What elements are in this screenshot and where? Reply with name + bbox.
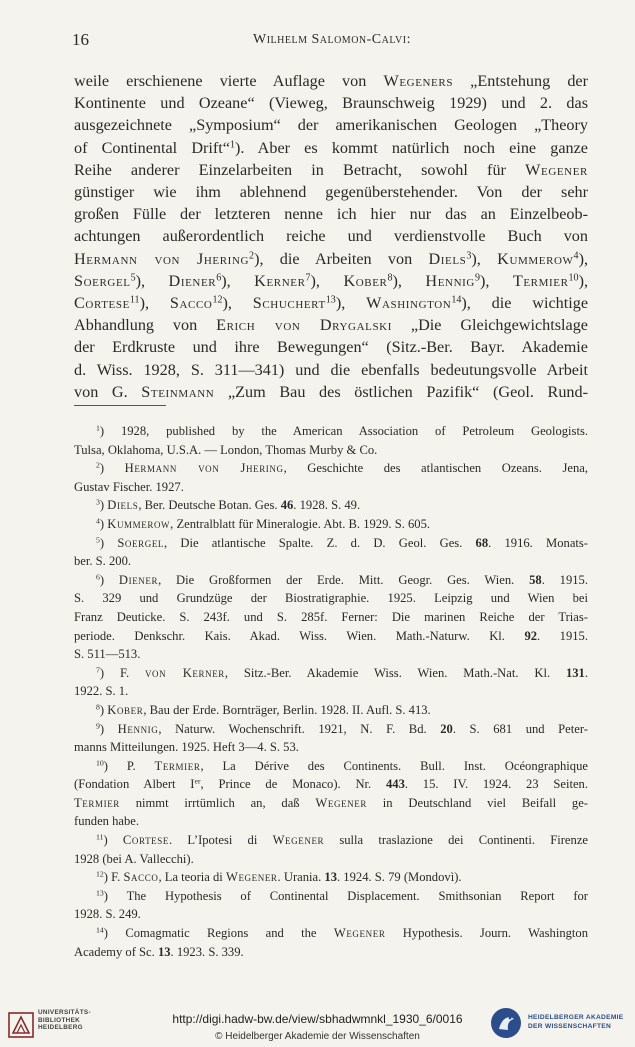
author-name: Kummerow: [107, 516, 171, 531]
footnote-line: [74, 850, 588, 869]
page-number: 16: [72, 30, 89, 49]
text-run: ) P.: [103, 758, 155, 773]
text-run: , Zentralblatt für Mineralogie. Abt. B. 1929. S. 605.: [170, 516, 431, 531]
body-line: [74, 336, 588, 358]
running-head: Wilhelm Salomon-Calvi:: [252, 32, 411, 47]
author-name: von Kerner: [144, 665, 225, 680]
text-run: ),: [578, 249, 588, 268]
text-run: , Naturw. Wochenschrift. 1921, N. F. Bd.: [158, 721, 441, 736]
author-name: Schuchert: [252, 294, 326, 313]
text-run: ), die Arbeiten von: [254, 249, 429, 268]
volume-number: 13: [157, 944, 171, 959]
author-name: Soergel: [117, 535, 165, 550]
text-run: , Prince de Monaco). Nr.: [200, 777, 386, 792]
text-run: ) 1928, published by the American Association of Petroleum Geologists.: [99, 424, 588, 438]
body-line: [74, 314, 588, 336]
author-name: Kummerow: [497, 249, 574, 268]
text-run: großen Fülle der letzteren nenne ich hier nur das an Einzelbeob-: [74, 205, 588, 224]
text-run: 1928 (bei A. Vallecchi).: [74, 851, 194, 866]
author-name: Washington: [366, 294, 452, 313]
footnote: [74, 515, 588, 534]
text-run: nimmt irrtümlich an, daß: [119, 795, 316, 810]
text-run: , Geschichte des atlantischen Ozeans. Jena,: [283, 461, 588, 476]
text-run: ),: [221, 271, 255, 290]
author-name: Diels: [107, 498, 139, 513]
body-line: [74, 70, 588, 92]
footnote-line: [74, 701, 588, 720]
text-run: . S. 681 und Peter-: [452, 721, 588, 736]
footnote-marker: 11: [129, 294, 140, 306]
text-run: 1922. S. 1.: [74, 684, 129, 699]
volume-number: 46: [280, 498, 294, 513]
text-run: in Deutschland viel Beifall ge-: [366, 795, 588, 810]
body-line: [74, 248, 588, 270]
footnote-marker: 2: [96, 460, 100, 470]
text-run: .: [584, 665, 588, 680]
text-run: ),: [335, 294, 367, 313]
footnote-marker: 10: [568, 272, 579, 284]
author-name: Hennig: [117, 721, 159, 736]
text-run: ),: [139, 294, 170, 313]
text-run: ): [99, 702, 108, 717]
volume-number: 131: [565, 665, 585, 680]
text-run: Reihe anderer Einzelarbeiten in Betracht, sowohl für: [74, 160, 526, 179]
footnote-marker: 2: [249, 250, 255, 262]
author-name: Soergel: [74, 271, 131, 290]
footnote-marker: 1: [229, 139, 235, 151]
author-name: Termier: [512, 271, 569, 290]
footnote-marker: 14: [96, 925, 104, 935]
text-run: ): [103, 833, 123, 848]
footnote: [74, 534, 588, 571]
footnote-rule: [74, 405, 166, 406]
footnote-line: [74, 664, 588, 683]
text-run: weile erschienene vierte Auflage von: [74, 72, 384, 90]
author-name: Sacco: [169, 294, 213, 313]
footnote-marker: 6: [216, 272, 222, 284]
text-run: S. 511—513.: [74, 647, 141, 662]
text-run: , Ber. Deutsche Botan. Ges.: [138, 498, 281, 513]
author-name: Hermann von Jhering: [124, 461, 284, 476]
footnotes: [74, 422, 588, 961]
text-run: ausgezeichnete „Symposium“ der amerikanischen Geologen „Theory: [74, 116, 588, 135]
footnote-line: [74, 627, 588, 646]
page-header: [72, 30, 592, 50]
text-run: . Urania.: [277, 870, 325, 885]
volume-number: 443: [385, 777, 405, 792]
footnote-marker: 9: [96, 721, 100, 731]
university-library-name: UNIVERSITÄTS- BIBLIOTHEK HEIDELBERG: [38, 1009, 91, 1032]
text-run: sulla traslazione dei Continenti. Firenze: [324, 833, 588, 848]
body-line: [74, 203, 588, 225]
text-run: ): [99, 535, 118, 550]
footnote-marker: 10: [96, 758, 104, 768]
author-name: Cortese: [74, 294, 130, 313]
footnote-line: [74, 645, 588, 664]
footnote-line: [74, 775, 588, 794]
footnote-line: [74, 589, 588, 608]
text-run: „Entstehung der: [453, 72, 588, 90]
footnote-line: [74, 720, 588, 739]
body-line: [74, 159, 588, 181]
footnote: [74, 496, 588, 515]
footnote: [74, 459, 588, 496]
volume-number: 58: [529, 572, 542, 587]
text-run: . 1916. Monats-: [488, 535, 589, 550]
footnote-line: [74, 924, 588, 943]
footnote-line: [74, 887, 588, 906]
author-name: Steinmann: [141, 382, 215, 401]
author-name: Termier: [74, 795, 120, 810]
footnote: [74, 887, 588, 924]
footnote-line: [74, 552, 588, 571]
author-name: Sacco: [123, 870, 159, 885]
footnote-marker: 12: [212, 294, 223, 306]
footnote: [74, 571, 588, 664]
text-run: . L’Ipotesi di: [168, 833, 273, 848]
text-run: „Zum Bau des östlichen Pazifik“ (Geol. Rund-: [214, 382, 588, 401]
text-run: 1928. S. 249.: [74, 907, 141, 922]
text-run: ) F.: [103, 870, 124, 885]
author-name: Diener: [168, 271, 217, 290]
text-run: , La teoria di: [158, 870, 226, 885]
footnote: [74, 701, 588, 720]
text-run: of Continental Drift“: [74, 138, 230, 157]
footnote-marker: 14: [451, 294, 462, 306]
text-run: günstiger wie ihm ablehnend gegenüberstehender. Von der sehr: [74, 183, 588, 202]
footnote-line: [74, 757, 588, 776]
academy-logo-icon: [490, 1007, 522, 1039]
footnote-line: [74, 459, 588, 478]
text-run: . 1923. S. 339.: [170, 944, 244, 959]
footnote-marker: 9: [474, 272, 480, 284]
text-run: Kontinente und Ozeane“ (Vieweg, Braunschweig 1929) und 2. das: [74, 94, 588, 113]
text-run: ),: [479, 271, 513, 290]
text-run: ),: [578, 271, 588, 290]
footnote-marker: 6: [96, 572, 100, 582]
footnote: [74, 868, 588, 887]
body-line: [74, 292, 588, 314]
text-run: ),: [392, 271, 426, 290]
text-run: periode. Denkschr. Kais. Akad. Wiss. Wien. Math.-Naturw. Kl.: [74, 628, 525, 643]
text-run: ): [99, 516, 108, 531]
footnote: [74, 924, 588, 961]
footnote: [74, 831, 588, 868]
text-run: Hypothesis. Journ. Washington: [385, 926, 588, 941]
author-name: Kober: [343, 271, 388, 290]
text-run: ),: [471, 249, 498, 268]
footnote-line: [74, 441, 588, 460]
author-name: Cortese: [122, 833, 169, 848]
body-line: [74, 381, 588, 403]
text-run: , La Dérive des Continents. Bull. Inst. Océongraphique: [200, 758, 588, 773]
text-run: „Die Gleichgewichtslage: [392, 316, 588, 335]
text-run: achtungen außerordentlich reiche und verdienstvolle Buch von: [74, 227, 588, 246]
source-url-link[interactable]: http://digi.hadw-bw.de/view/sbhadwmnkl_1930_6/0016: [172, 1012, 463, 1026]
text-run: S. 329 und Grundzüge der Biostratigraphie. 1925. Leipzig und Wien bei: [74, 591, 588, 606]
author-name: Kerner: [254, 271, 306, 290]
text-run: ),: [310, 271, 344, 290]
text-run: ), die wichtige: [461, 294, 589, 313]
body-line: [74, 270, 588, 292]
text-run: ) Comagmatic Regions and the: [103, 926, 334, 941]
text-run: . 1928. S. 49.: [293, 498, 361, 513]
text-run: ber. S. 200.: [74, 554, 132, 569]
text-run: Tulsa, Oklahoma, U.S.A. — London, Thomas Murby & Co.: [74, 442, 378, 457]
footnote-marker: 8: [96, 702, 100, 712]
text-run: , Bau der Erde. Bornträger, Berlin. 1928. II. Aufl. S. 413.: [143, 702, 431, 717]
footnote-line: [74, 534, 588, 553]
text-run: ): [99, 721, 118, 736]
body-line: [74, 359, 588, 381]
footnote-marker: 7: [305, 272, 311, 284]
body-line: [74, 225, 588, 247]
footnote-marker: 11: [96, 832, 104, 842]
footnote: [74, 664, 588, 701]
footnote-line: [74, 515, 588, 534]
footer: [0, 997, 635, 1047]
footnote-marker: 3: [466, 250, 472, 262]
text-run: Gustav Fischer. 1927.: [74, 479, 184, 494]
text-run: manns Mitteilungen. 1925. Heft 3—4. S. 53.: [74, 740, 299, 755]
footnote-line: [74, 478, 588, 497]
footnote-line: [74, 608, 588, 627]
footnote: [74, 422, 588, 459]
author-name: Wegener: [525, 160, 588, 179]
footnote-marker: 12: [96, 869, 104, 879]
author-name: Erich von Drygalski: [216, 316, 392, 335]
volume-number: 13: [324, 870, 337, 885]
text-run: . 15. IV. 1924. 23 Seiten.: [404, 777, 588, 792]
author-name: Wegener: [272, 833, 325, 848]
footnote-marker: 1: [96, 423, 100, 433]
academy-name: HEIDELBERGER AKADEMIE DER WISSENSCHAFTEN: [528, 1014, 624, 1030]
body-line: [74, 137, 588, 159]
footnote-marker: 8: [387, 272, 393, 284]
author-name: Wegener: [225, 870, 278, 885]
text-run: von G.: [74, 382, 142, 401]
footnote-marker: er: [194, 777, 201, 786]
volume-number: 68: [475, 535, 489, 550]
author-name: Termier: [154, 758, 201, 773]
footnote-marker: 7: [96, 665, 100, 675]
footnote-line: [74, 571, 588, 590]
text-run: , Die Großformen der Erde. Mitt. Geogr. Ges. Wien.: [158, 572, 530, 587]
footnote-marker: 4: [96, 516, 100, 526]
footnote-line: [74, 738, 588, 757]
text-run: der Erdkruste und ihre Bewegungen“ (Sitz.-Ber. Bayr. Akademie: [74, 338, 588, 357]
author-name: Diener: [118, 572, 159, 587]
text-run: Academy of Sc.: [74, 944, 158, 959]
footnote-line: [74, 905, 588, 924]
text-run: funden habe.: [74, 814, 140, 829]
text-run: , Die atlantische Spalte. Z. d. D. Geol. Ges.: [164, 535, 476, 550]
text-run: d. Wiss. 1928, S. 311—341) und die ebenfalls bedeutungsvolle Arbeit: [74, 360, 588, 379]
footnote-marker: 5: [130, 272, 136, 284]
text-run: . 1915.: [537, 628, 588, 643]
footnote-marker: 13: [96, 888, 104, 898]
footnote-marker: 13: [325, 294, 336, 306]
footnote-marker: 3: [96, 498, 100, 508]
text-run: ) The Hypothesis of Continental Displacement. Smithsonian Report for: [103, 888, 588, 903]
footnote-line: [74, 422, 588, 441]
text-run: . 1924. S. 79 (Mondovì).: [337, 870, 462, 885]
text-run: ): [99, 498, 108, 513]
footnote-marker: 4: [573, 250, 579, 262]
author-name: Wegeners: [383, 72, 454, 90]
text-run: Abhandlung von: [74, 316, 217, 335]
body-line: [74, 92, 588, 114]
footnote: [74, 757, 588, 831]
text-run: ),: [222, 294, 253, 313]
volume-number: 20: [440, 721, 453, 736]
body-line: [74, 181, 588, 203]
volume-number: 92: [524, 628, 538, 643]
copyright-notice: © Heidelberger Akademie der Wissenschaften: [215, 1031, 420, 1042]
footnote-line: [74, 868, 588, 887]
author-name: Diels: [428, 249, 467, 268]
footnote-line: [74, 682, 588, 701]
text-run: ): [99, 572, 119, 587]
author-name: Kober: [107, 702, 144, 717]
footnote-marker: 5: [96, 535, 100, 545]
author-name: Hennig: [425, 271, 475, 290]
text-run: , Sitz.-Ber. Akademie Wiss. Wien. Math.-Nat. Kl.: [224, 665, 566, 680]
author-name: Wegener: [315, 795, 367, 810]
footnote-line: [74, 831, 588, 850]
footnote-line: [74, 496, 588, 515]
footnote-line: [74, 812, 588, 831]
footnote-line: [74, 794, 588, 813]
text-run: Franz Deuticke. S. 243f. und S. 285f. Ferner: Die marinen Reiche der Trias-: [74, 609, 588, 624]
text-run: . 1915.: [541, 572, 588, 587]
text-run: ) F.: [99, 665, 145, 680]
footnote: [74, 720, 588, 757]
text-run: ): [99, 461, 125, 476]
author-name: Hermann von Jhering: [74, 249, 250, 268]
footnote-line: [74, 943, 588, 962]
author-name: Wegener: [333, 926, 386, 941]
body-text: [74, 70, 588, 403]
body-line: [74, 114, 588, 136]
text-run: ),: [135, 271, 169, 290]
text-run: ). Aber es kommt natürlich noch eine ganze: [234, 138, 588, 157]
text-run: (Fondation Albert I: [74, 777, 195, 792]
